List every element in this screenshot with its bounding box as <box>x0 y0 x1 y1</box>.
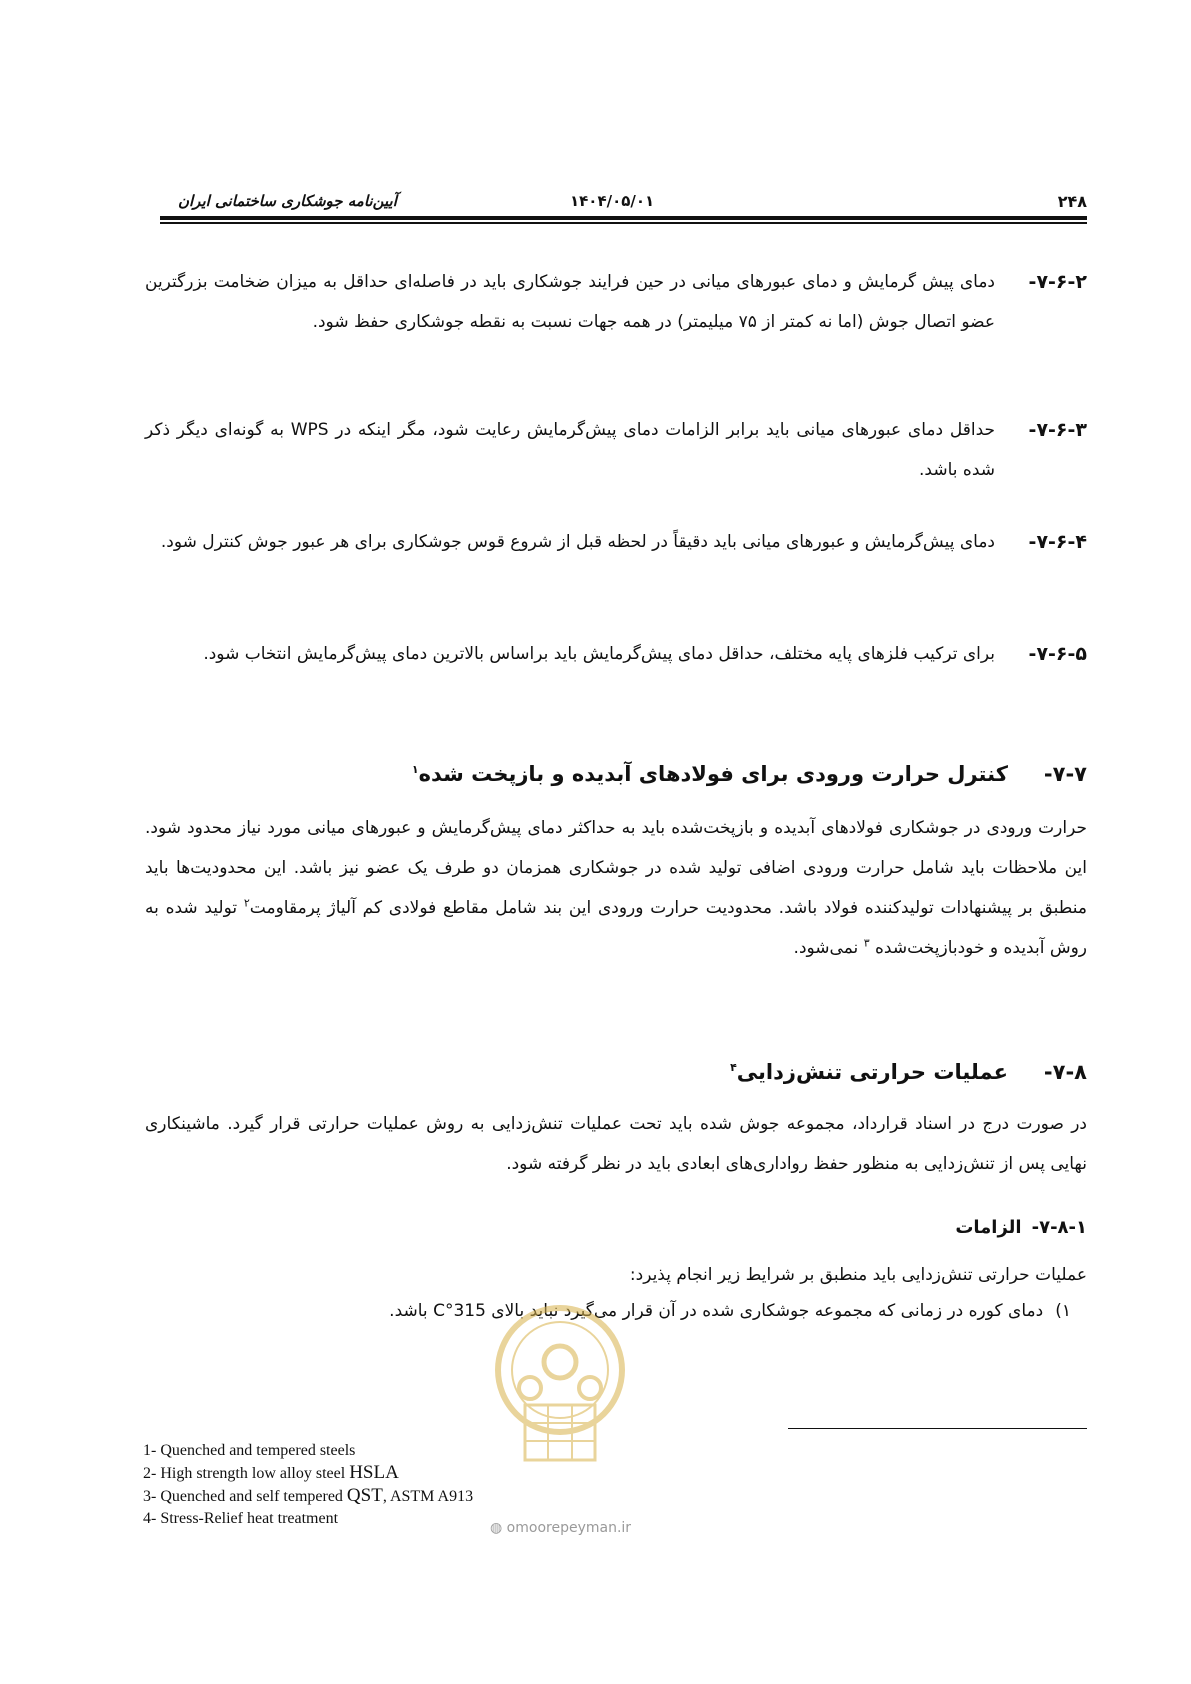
clause-text: دمای پیش‌گرمایش و عبورهای میانی باید دقیقاً در لحظه قبل از شروع قوس جوشکاری برای هر عبور جوش کنترل شود. <box>160 532 995 552</box>
footnote-text: 4- Stress-Relief heat treatment <box>143 1510 339 1527</box>
footnote-ref: ۱ <box>411 763 419 776</box>
clause-number: ۷-۶-۵- <box>1028 643 1087 665</box>
clause-number: ۷-۶-۴- <box>1028 531 1087 553</box>
header-date: ۱۴۰۴/۰۵/۰۱ <box>570 192 655 210</box>
section-number: ۷-۸-۱- <box>1031 1217 1087 1238</box>
footnote-abbrev: QST <box>346 1485 383 1506</box>
footnote-ref: ۴ <box>730 1061 737 1074</box>
clause-number: ۷-۶-۳- <box>1028 419 1087 441</box>
footnote-text: 1- Quenched and tempered steels <box>143 1442 356 1459</box>
section-7-8-paragraph: در صورت درج در اسناد قرارداد، مجموعه جوش شده باید تحت عملیات تنش‌زدایی به روش عملیات حرارتی قرار گیرد. ماشینکاری نهایی پس از تنش‌زدایی به منظور حفظ رواداری‌های ابعادی باید در نظر گرفته شود. <box>145 1114 1087 1174</box>
section-7-8-1-intro: عملیات حرارتی تنش‌زدایی باید منطبق بر شرایط زیر انجام پذیرد: <box>629 1265 1087 1285</box>
section-7-7-paragraph <box>145 808 1087 968</box>
page-number: ۲۴۸ <box>1057 192 1087 211</box>
footnote-1 <box>143 1440 473 1462</box>
clause-7-6-5 <box>145 634 1087 674</box>
paragraph-text: نمی‌شود. <box>793 938 864 958</box>
footnote-text: 2- High strength low alloy steel <box>143 1465 350 1482</box>
watermark-stamp-icon <box>485 1300 635 1470</box>
list-item-text: دمای کوره در زمانی که مجموعه جوشکاری شده در آن قرار می‌گیرد نباید بالای 315°C باشد. <box>389 1301 1044 1321</box>
clause-7-6-4 <box>145 522 1087 562</box>
watermark-text: omoorepeyman.ir <box>506 1520 632 1536</box>
paragraph-text: تولید شده به روش آبدیده و خودبازپخت‌شده <box>145 898 1087 958</box>
footnote-text: , ASTM A913 <box>382 1488 474 1505</box>
clause-number: ۷-۶-۲- <box>1028 271 1087 293</box>
list-item-number: ۱) <box>1055 1301 1071 1321</box>
section-title: الزامات <box>955 1217 1022 1238</box>
clause-7-6-2 <box>145 262 1087 342</box>
section-title: عملیات حرارتی تنش‌زدایی <box>736 1060 1008 1084</box>
paragraph-text: حرارت ورودی در جوشکاری فولادهای آبدیده و بازپخت‌شده باید به حداکثر دمای پیش‌گرمایش و عبورهای میانی مورد نیاز محدود شود. این ملاحظات باید شامل حرارت ورودی اضافی تولید شده در جوشکاری همزمان دو طرف یک عضو نیز باشد. این محدودیت‌ها باید منطبق بر پیشنهادات تولیدکننده فولاد باشد. محدودیت حرارت ورودی این بند شامل مقاطع فولادی کم آلیاژ پرمقاومت <box>145 818 1087 918</box>
header-rule-thick <box>160 216 1087 220</box>
clause-text: دمای پیش گرمایش و دمای عبورهای میانی در حین فرایند جوشکاری باید در فاصله‌ای حداقل به میزان ضخامت بزرگترین عضو اتصال جوش (اما نه کمتر از ۷۵ میلیمتر) در همه جهات نسبت به نقطه جوشکاری حفظ شود. <box>145 272 995 332</box>
watermark-logo-icon: ◍ <box>490 1520 503 1536</box>
footnote-text: 3- Quenched and self tempered <box>143 1488 347 1505</box>
footnote-ref: ۳ <box>863 936 870 950</box>
footnote-3 <box>143 1485 473 1508</box>
section-number: ۷-۷- <box>1043 762 1087 786</box>
clause-text: برای ترکیب فلزهای پایه مختلف، حداقل دمای پیش‌گرمایش باید براساس بالاترین دمای پیش‌گرمایش انتخاب شود. <box>203 644 995 664</box>
section-title: کنترل حرارت ورودی برای فولادهای آبدیده و بازپخت شده <box>418 762 1008 786</box>
footnote-4 <box>143 1508 473 1530</box>
footnote-abbrev: HSLA <box>349 1462 399 1483</box>
footnotes <box>143 1440 473 1530</box>
section-heading-7-8 <box>145 1052 1087 1092</box>
header-title: آیین‌نامه جوشکاری ساختمانی ایران <box>178 192 397 210</box>
section-heading-7-7 <box>145 754 1087 794</box>
watermark-url <box>490 1520 631 1536</box>
clause-text: حداقل دمای عبورهای میانی باید برابر الزامات دمای پیش‌گرمایش رعایت شود، مگر اینکه در WPS به گونه‌ای دیگر ذکر شده باشد. <box>145 420 996 480</box>
clause-7-6-3 <box>145 410 1087 490</box>
footnote-rule <box>788 1428 1087 1429</box>
page-header <box>160 188 1087 216</box>
section-number: ۷-۸- <box>1043 1060 1087 1084</box>
header-rule-thin <box>160 222 1087 224</box>
footnote-ref: ۲ <box>243 896 250 910</box>
footnote-2 <box>143 1462 473 1485</box>
section-heading-7-8-1 <box>145 1208 1087 1248</box>
